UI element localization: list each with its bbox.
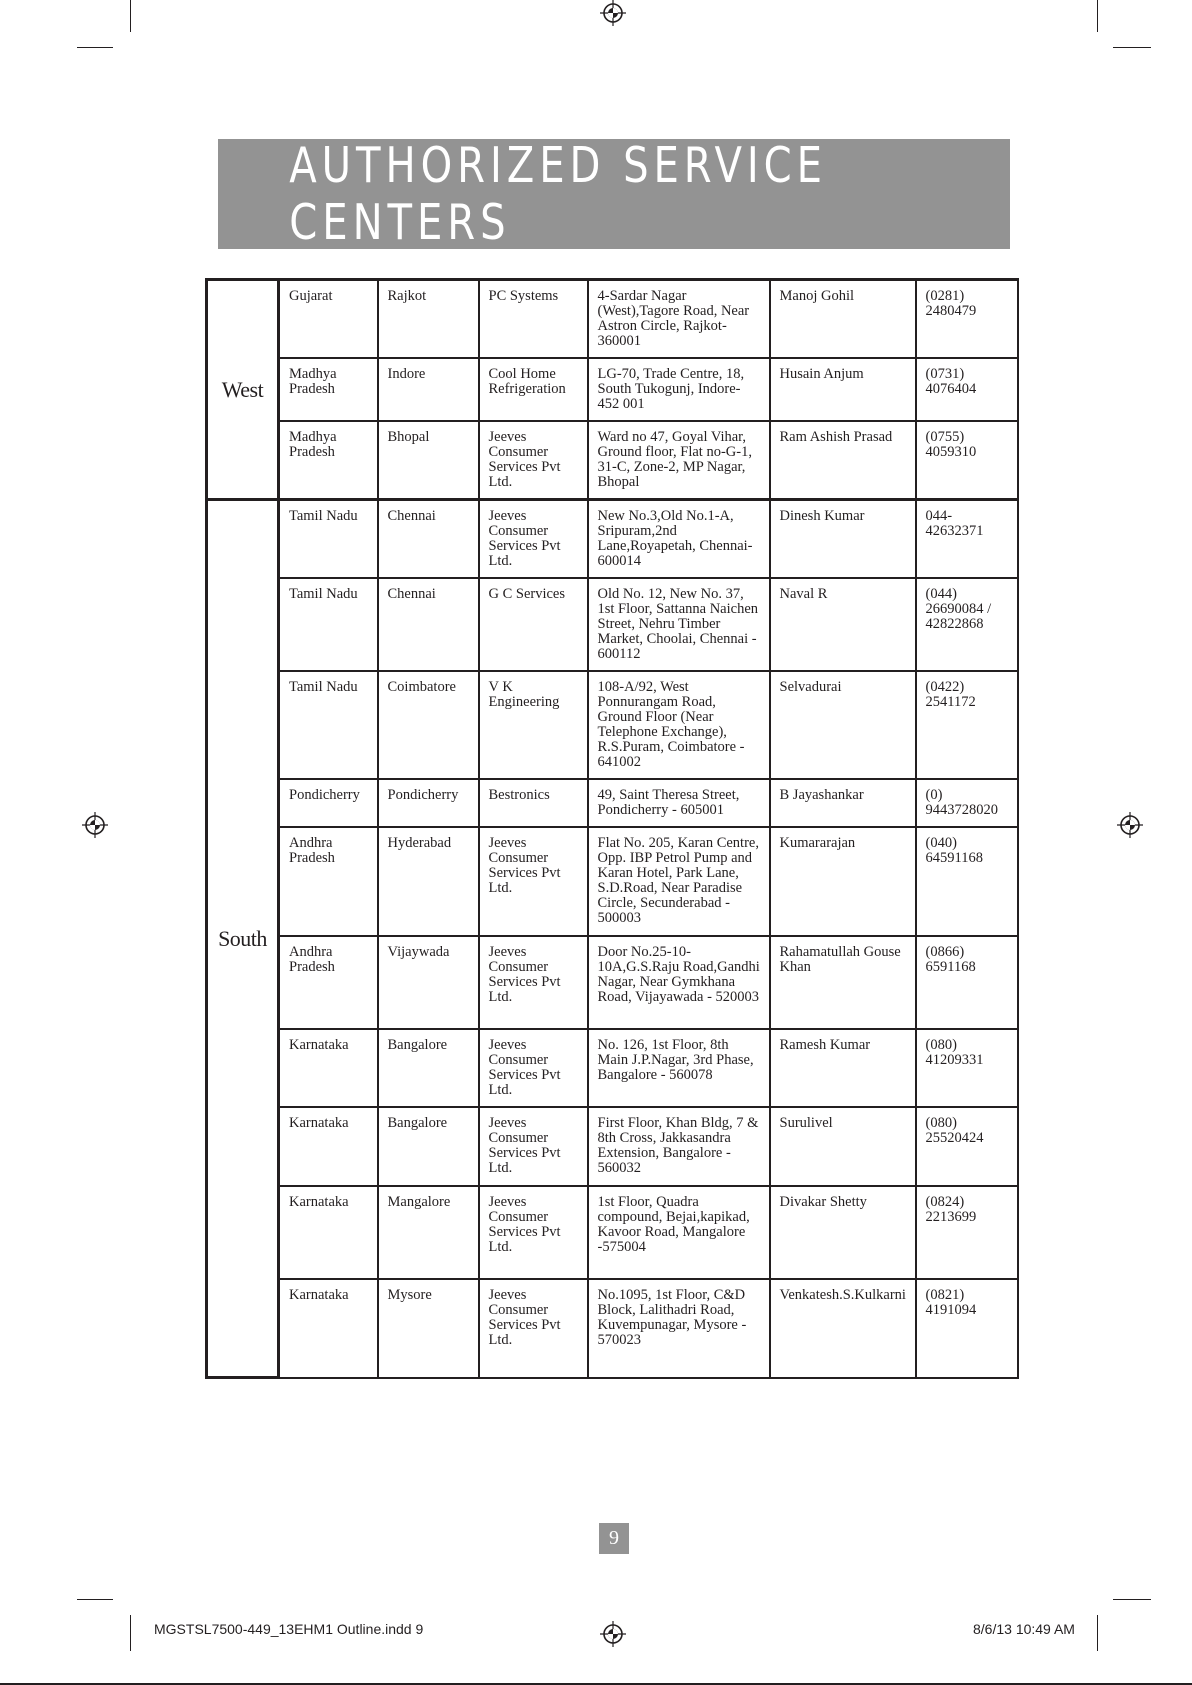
- contact-cell: Kumararajan: [770, 827, 916, 936]
- service-centers-table: [205, 278, 1019, 1379]
- phone-cell: (0866) 6591168: [916, 936, 1018, 1029]
- registration-mark-icon: [600, 1621, 626, 1647]
- company-cell: Jeeves Consumer Services Pvt Ltd.: [479, 1107, 588, 1186]
- company-cell: Jeeves Consumer Services Pvt Ltd.: [479, 421, 588, 500]
- crop-mark: [77, 47, 113, 48]
- phone-cell: (0755) 4059310: [916, 421, 1018, 500]
- company-cell: Cool Home Refrigeration: [479, 358, 588, 421]
- phone-cell: (0422) 2541172: [916, 671, 1018, 779]
- table-row: [207, 1279, 1018, 1378]
- table-row: [207, 936, 1018, 1029]
- table-row: [207, 827, 1018, 936]
- company-cell: Jeeves Consumer Services Pvt Ltd.: [479, 827, 588, 936]
- table-row: [207, 1107, 1018, 1186]
- city-cell: Chennai: [378, 578, 479, 671]
- table-row: [207, 421, 1018, 500]
- registration-mark-icon: [82, 812, 108, 838]
- city-cell: Bangalore: [378, 1107, 479, 1186]
- city-cell: Indore: [378, 358, 479, 421]
- city-cell: Bangalore: [378, 1029, 479, 1107]
- address-cell: 49, Saint Theresa Street, Pondicherry - 605001: [588, 779, 770, 827]
- page-title: AUTHORIZED SERVICE CENTERS: [289, 137, 827, 251]
- state-cell: Karnataka: [279, 1279, 378, 1378]
- address-cell: LG-70, Trade Centre, 18, South Tukogunj, Indore-452 001: [588, 358, 770, 421]
- file-slug: MGSTSL7500-449_13EHM1 Outline.indd 9: [154, 1621, 424, 1637]
- crop-mark: [1113, 47, 1151, 48]
- company-cell: Jeeves Consumer Services Pvt Ltd.: [479, 1279, 588, 1378]
- contact-cell: Venkatesh.S.Kulkarni: [770, 1279, 916, 1378]
- address-cell: New No.3,Old No.1-A, Sripuram,2nd Lane,Royapetah, Chennai-600014: [588, 500, 770, 578]
- contact-cell: Ram Ashish Prasad: [770, 421, 916, 500]
- table-row: [207, 779, 1018, 827]
- address-cell: 4-Sardar Nagar (West),Tagore Road, Near Astron Circle, Rajkot-360001: [588, 280, 770, 358]
- phone-cell: (040) 64591168: [916, 827, 1018, 936]
- state-cell: Tamil Nadu: [279, 500, 378, 578]
- city-cell: Mangalore: [378, 1186, 479, 1279]
- address-cell: No.1095, 1st Floor, C&D Block, Lalithadri Road, Kuvempunagar, Mysore - 570023: [588, 1279, 770, 1378]
- company-cell: Jeeves Consumer Services Pvt Ltd.: [479, 1186, 588, 1279]
- city-cell: Hyderabad: [378, 827, 479, 936]
- crop-mark: [1113, 1599, 1151, 1600]
- table-row: [207, 671, 1018, 779]
- table-row: [207, 1186, 1018, 1279]
- contact-cell: Surulivel: [770, 1107, 916, 1186]
- contact-cell: Rahamatullah Gouse Khan: [770, 936, 916, 1029]
- contact-cell: Husain Anjum: [770, 358, 916, 421]
- company-cell: Jeeves Consumer Services Pvt Ltd.: [479, 936, 588, 1029]
- crop-mark: [1097, 0, 1098, 32]
- company-cell: Bestronics: [479, 779, 588, 827]
- phone-cell: (0731) 4076404: [916, 358, 1018, 421]
- table-row: [207, 358, 1018, 421]
- state-cell: Andhra Pradesh: [279, 936, 378, 1029]
- city-cell: Pondicherry: [378, 779, 479, 827]
- table-row: [207, 500, 1018, 578]
- company-cell: Jeeves Consumer Services Pvt Ltd.: [479, 500, 588, 578]
- city-cell: Coimbatore: [378, 671, 479, 779]
- city-cell: Vijaywada: [378, 936, 479, 1029]
- phone-cell: (0821) 4191094: [916, 1279, 1018, 1378]
- region-label: West: [207, 280, 279, 500]
- crop-mark: [130, 1615, 131, 1651]
- phone-cell: 044-42632371: [916, 500, 1018, 578]
- state-cell: Tamil Nadu: [279, 578, 378, 671]
- phone-cell: (0281) 2480479: [916, 280, 1018, 358]
- contact-cell: B Jayashankar: [770, 779, 916, 827]
- company-cell: G C Services: [479, 578, 588, 671]
- phone-cell: (080) 41209331: [916, 1029, 1018, 1107]
- city-cell: Mysore: [378, 1279, 479, 1378]
- address-cell: Ward no 47, Goyal Vihar, Ground floor, Flat no-G-1, 31-C, Zone-2, MP Nagar, Bhopal: [588, 421, 770, 500]
- phone-cell: (0824) 2213699: [916, 1186, 1018, 1279]
- page-number: 9: [599, 1523, 629, 1554]
- contact-cell: Selvadurai: [770, 671, 916, 779]
- address-cell: Flat No. 205, Karan Centre, Opp. IBP Petrol Pump and Karan Hotel, Park Lane, S.D.Road, Near Paradise Circle, Secunderabad - 500003: [588, 827, 770, 936]
- crop-mark: [1097, 1615, 1098, 1651]
- address-cell: 1st Floor, Quadra compound, Bejai,kapikad, Kavoor Road, Mangalore -575004: [588, 1186, 770, 1279]
- company-cell: Jeeves Consumer Services Pvt Ltd.: [479, 1029, 588, 1107]
- company-cell: PC Systems: [479, 280, 588, 358]
- address-cell: No. 126, 1st Floor, 8th Main J.P.Nagar, 3rd Phase, Bangalore - 560078: [588, 1029, 770, 1107]
- phone-cell: (044) 26690084 / 42822868: [916, 578, 1018, 671]
- contact-cell: Dinesh Kumar: [770, 500, 916, 578]
- table-row: [207, 280, 1018, 358]
- table-row: [207, 1029, 1018, 1107]
- city-cell: Bhopal: [378, 421, 479, 500]
- state-cell: Madhya Pradesh: [279, 421, 378, 500]
- registration-mark-icon: [600, 0, 626, 26]
- address-cell: First Floor, Khan Bldg, 7 & 8th Cross, Jakkasandra Extension, Bangalore - 560032: [588, 1107, 770, 1186]
- state-cell: Karnataka: [279, 1186, 378, 1279]
- state-cell: Pondicherry: [279, 779, 378, 827]
- address-cell: 108-A/92, West Ponnurangam Road, Ground Floor (Near Telephone Exchange), R.S.Puram, Coimbatore - 641002: [588, 671, 770, 779]
- crop-mark: [77, 1599, 113, 1600]
- contact-cell: Ramesh Kumar: [770, 1029, 916, 1107]
- phone-cell: (0) 9443728020: [916, 779, 1018, 827]
- city-cell: Chennai: [378, 500, 479, 578]
- state-cell: Madhya Pradesh: [279, 358, 378, 421]
- contact-cell: Naval R: [770, 578, 916, 671]
- state-cell: Gujarat: [279, 280, 378, 358]
- state-cell: Andhra Pradesh: [279, 827, 378, 936]
- contact-cell: Manoj Gohil: [770, 280, 916, 358]
- state-cell: Karnataka: [279, 1107, 378, 1186]
- region-label: South: [207, 500, 279, 1378]
- phone-cell: (080) 25520424: [916, 1107, 1018, 1186]
- registration-mark-icon: [1117, 812, 1143, 838]
- contact-cell: Divakar Shetty: [770, 1186, 916, 1279]
- state-cell: Karnataka: [279, 1029, 378, 1107]
- address-cell: Old No. 12, New No. 37, 1st Floor, Sattanna Naichen Street, Nehru Timber Market, Choolai, Chennai - 600112: [588, 578, 770, 671]
- table-row: [207, 578, 1018, 671]
- city-cell: Rajkot: [378, 280, 479, 358]
- address-cell: Door No.25-10-10A,G.S.Raju Road,Gandhi Nagar, Near Gymkhana Road, Vijayawada - 520003: [588, 936, 770, 1029]
- company-cell: V K Engineering: [479, 671, 588, 779]
- title-banner: [218, 139, 1010, 249]
- crop-mark: [130, 0, 131, 32]
- print-timestamp: 8/6/13 10:49 AM: [973, 1621, 1075, 1637]
- state-cell: Tamil Nadu: [279, 671, 378, 779]
